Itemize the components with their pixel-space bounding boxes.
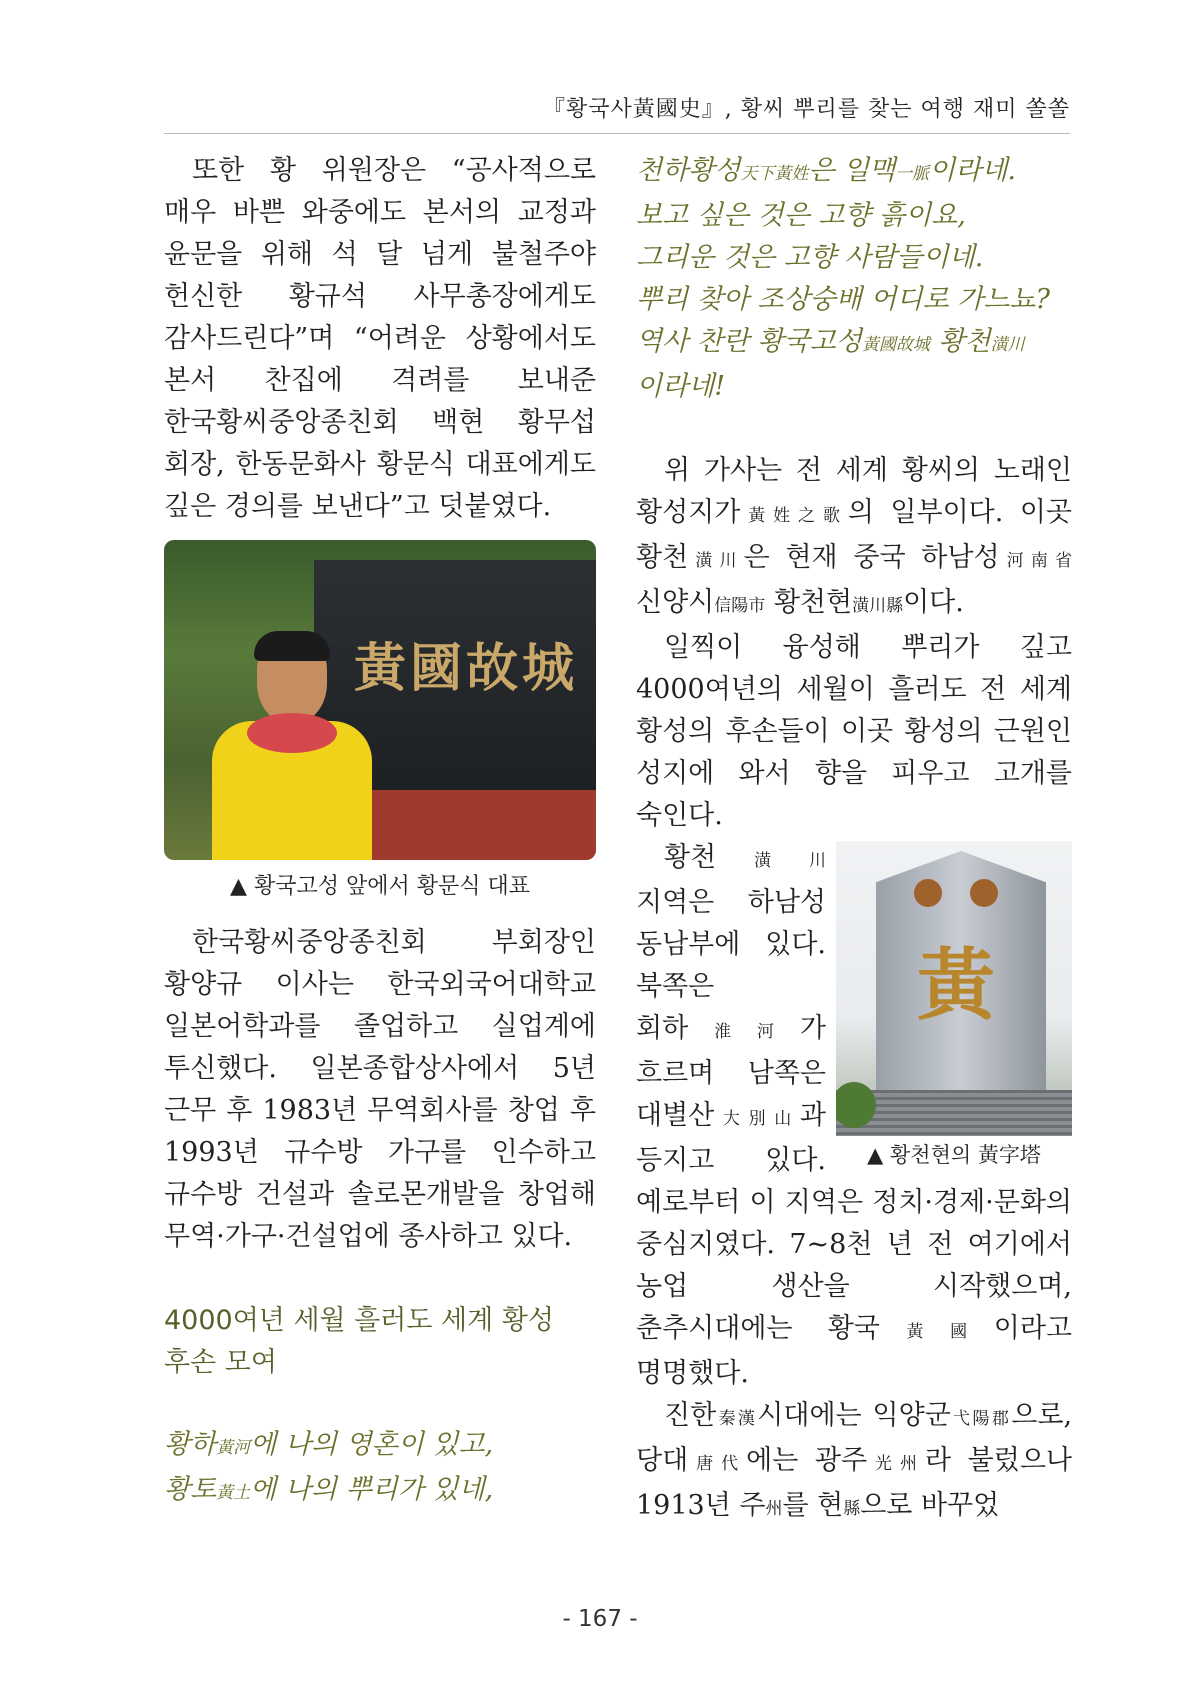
person-figure bbox=[192, 635, 392, 860]
paragraph-history: 진한秦漢시대에는 익양군弋陽郡으로, 당대唐代에는 광주光州라 불렀으나 1913년 주州를 현縣으로 바꾸었 bbox=[636, 1400, 1073, 1521]
tower-emblem-left bbox=[914, 879, 942, 907]
monument-sign-text: 黃國故城 bbox=[354, 638, 579, 699]
poem-line: 황토黃土에 나의 뿌리가 있네, bbox=[164, 1474, 494, 1505]
page-number: - 167 - bbox=[562, 1606, 638, 1632]
tower-caption: ▲ 황천현의 黃字塔 bbox=[867, 1143, 1041, 1167]
left-column bbox=[164, 150, 596, 1514]
person-scarf bbox=[247, 713, 337, 753]
photo-hwang-munsik bbox=[164, 540, 596, 860]
right-column bbox=[636, 150, 1072, 1530]
paragraph-acknowledgement: 또한 황 위원장은 “공사적으로 매우 바쁜 와중에도 본서의 교정과 윤문을 위해 석 달 넘게 불철주야 헌신한 황규석 사무총장에게도 감사드린다”며 “어려운 상황에서도 본서 찬집에 격려를 보내준 한국황씨중앙종친회 백현 황무섭 회장, 한동문화사 황문식 대표에게도 깊은 경의를 보낸다”고 덧붙였다. bbox=[164, 155, 596, 522]
tower-character: 黃 bbox=[916, 940, 995, 1031]
section-heading: 4000여년 세월 흘러도 세계 황성 후손 모여 bbox=[164, 1305, 554, 1378]
poem-line: 천하황성天下黃姓은 일맥一脈이라네. bbox=[636, 155, 1017, 186]
poem-line: 보고 싶은 것은 고향 흙이요, bbox=[636, 200, 966, 231]
poem-line: 이라네! bbox=[636, 371, 726, 402]
poem-line: 뿌리 찾아 조상숭배 어디로 가느뇨? bbox=[636, 284, 1050, 315]
running-header: 『황국사黃國史』, 황씨 뿌리를 찾는 여행 재미 쏠쏠 bbox=[543, 97, 1070, 122]
paragraph-song: 위 가사는 전 세계 황씨의 노래인 황성지가黃姓之歌의 일부이다. 이곳 황천潢川은 현재 중국 하남성河南省 신양시信陽市 황천현潢川縣이다. bbox=[636, 455, 1073, 618]
tower-figure bbox=[836, 841, 1072, 1170]
tower-emblem-right bbox=[970, 879, 998, 907]
person-hair bbox=[254, 631, 330, 661]
photo-caption: ▲ 황국고성 앞에서 황문식 대표 bbox=[230, 874, 530, 899]
paragraph-region: 황천潢川 지역은 하남성 동남부에 있다. 북쪽은 회하淮河가 흐르며 남쪽은 대별산大別山과 등지고 있다. 예로부터 이 지역은 정치·경제·문화의 중심지였다. 7~8천 년 전 여기에서 농업 생산을 시작했으며, 춘추시대에는 황국黃國이라고 명명했다. bbox=[636, 842, 1072, 1389]
paragraph-descendants: 일찍이 융성해 뿌리가 깊고 4000여년의 세월이 흘러도 전 세계 황성의 후손들이 이곳 황성의 근원인 성지에 와서 향을 피우고 고개를 숙인다. bbox=[636, 632, 1072, 831]
poem-line: 황하黃河에 나의 영혼이 있고, bbox=[164, 1429, 494, 1460]
poem-line: 역사 찬란 황국고성黃國故城 황천潢川 bbox=[636, 326, 1025, 357]
header-divider bbox=[164, 133, 1070, 134]
paragraph-profile: 한국황씨중앙종친회 부회장인 황양규 이사는 한국외국어대학교 일본어학과를 졸업하고 실업계에 투신했다. 일본종합상사에서 5년 근무 후 1983년 무역회사를 창업 후 1993년 규수방 가구를 인수하고 규수방 건설과 솔로몬개발을 창업해 무역·가구·건설업에 종사하고 있다. bbox=[164, 927, 596, 1252]
photo-tower bbox=[836, 841, 1072, 1136]
poem-line: 그리운 것은 고향 사람들이네. bbox=[636, 242, 984, 273]
